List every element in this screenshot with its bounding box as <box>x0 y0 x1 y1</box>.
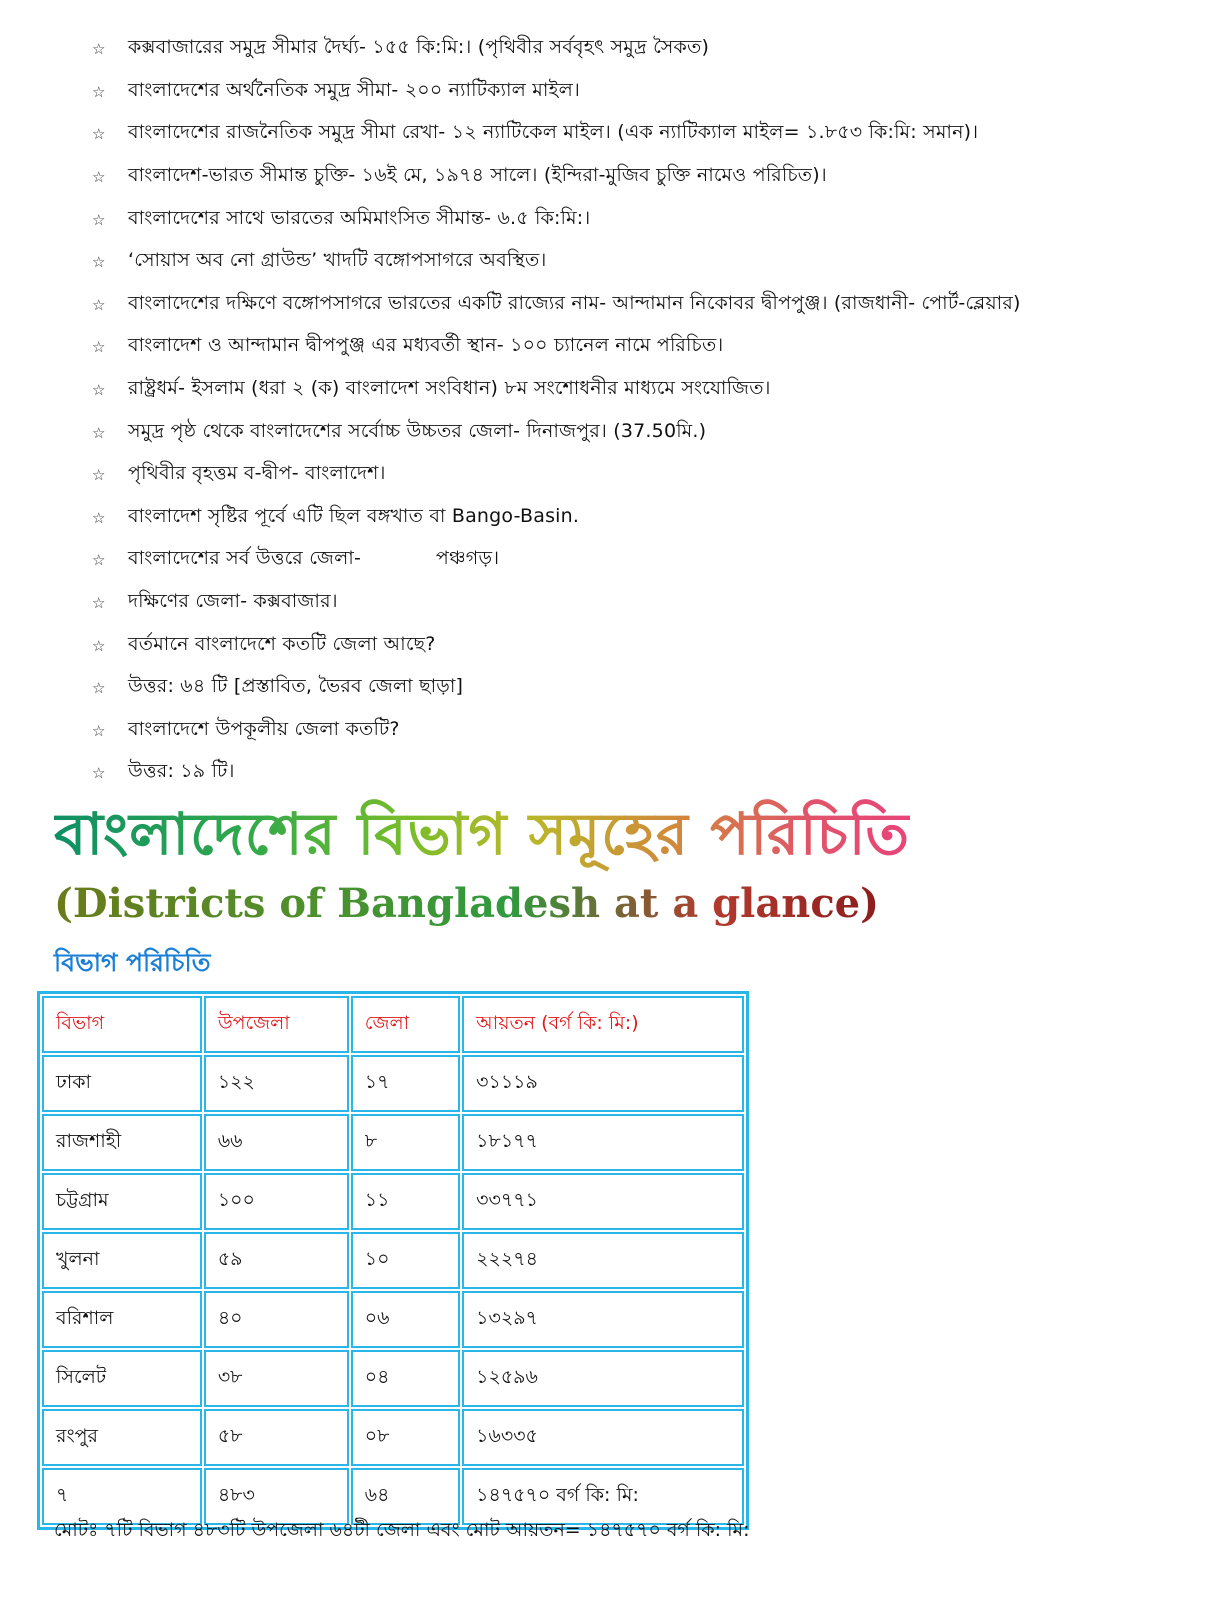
star-bullet-icon: ☆ <box>92 764 106 783</box>
table-cell: ১৩২৯৭ <box>462 1291 744 1348</box>
table-cell: ১২২ <box>204 1055 349 1112</box>
list-item: ☆ বাংলাদেশের সাথে ভারতের অমিমাংসিত সীমান্ত- ৬.৫ কি:মি:। <box>92 206 591 229</box>
fact-list <box>92 28 1192 795</box>
list-item: ☆ বাংলাদেশের রাজনৈতিক সমুদ্র সীমা রেখা- ১২ ন্যাটিকেল মাইল। (এক ন্যাটিক্যাল মাইল= ১.৮৫৩ কি:মি: সমান)। <box>92 121 979 144</box>
list-item: ☆ বাংলাদেশের অর্থনৈতিক সমুদ্র সীমা- ২০০ ন্যাটিক্যাল মাইল। <box>92 78 580 101</box>
star-bullet-icon: ☆ <box>92 508 106 527</box>
table-row <box>42 1409 744 1466</box>
list-item: ☆ উত্তর: ৬৪ টি [প্রস্তাবিত, ভৈরব জেলা ছাড়া] <box>92 675 464 698</box>
list-item: ☆ দক্ষিণের জেলা- কক্সবাজার। <box>92 590 338 613</box>
table-cell: ০৪ <box>351 1350 460 1407</box>
list-item: ☆ বাংলাদেশে উপকূলীয় জেলা কতটি? <box>92 717 400 740</box>
section-heading: বিভাগ পরিচিতি <box>54 948 211 977</box>
table-cell: ৫৮ <box>204 1409 349 1466</box>
list-item: ☆ সমুদ্র পৃষ্ঠ থেকে বাংলাদেশের সর্বোচ্চ উচ্চতর জেলা- দিনাজপুর। (37.50মি.) <box>92 419 707 442</box>
table-row <box>42 1232 744 1289</box>
table-cell: ৩৩৭৭১ <box>462 1173 744 1230</box>
division-table <box>37 991 749 1530</box>
table-row <box>42 1350 744 1407</box>
table-cell: ৪৮৩ <box>204 1468 349 1525</box>
table-cell: ৬৪ <box>351 1468 460 1525</box>
table-cell: ৫৯ <box>204 1232 349 1289</box>
list-item: ☆ বাংলাদেশের দক্ষিণে বঙ্গোপসাগরে ভারতের একটি রাজ্যের নাম- আন্দামান নিকোবর দ্বীপপুঞ্জ। (রাজধানী- পোর্ট-ব্লেয়ার) <box>92 291 1021 314</box>
list-item: ☆ বাংলাদেশের সর্ব উত্তরে জেলা- পঞ্চগড়। <box>92 547 500 570</box>
star-bullet-icon: ☆ <box>92 381 106 400</box>
table-row <box>42 1291 744 1348</box>
star-bullet-icon: ☆ <box>92 636 106 655</box>
list-item: ☆ বাংলাদেশ-ভারত সীমান্ত চুক্তি- ১৬ই মে, ১৯৭৪ সালে। (ইন্দিরা-মুজিব চুক্তি নামেও পরিচিত)। <box>92 164 827 187</box>
table-cell: ১২৫৯৬ <box>462 1350 744 1407</box>
star-bullet-icon: ☆ <box>92 551 106 570</box>
table-cell: ৩৮ <box>204 1350 349 1407</box>
table-cell: ১১ <box>351 1173 460 1230</box>
table-header-row <box>42 996 744 1053</box>
star-bullet-icon: ☆ <box>92 423 106 442</box>
table-cell: ৭ <box>42 1468 202 1525</box>
table-cell: খুলনা <box>42 1232 202 1289</box>
list-item: ☆ উত্তর: ১৯ টি। <box>92 760 235 783</box>
table-cell: ৮ <box>351 1114 460 1171</box>
table-cell: ১০ <box>351 1232 460 1289</box>
table-cell: বরিশাল <box>42 1291 202 1348</box>
table-cell: ১৭ <box>351 1055 460 1112</box>
table-cell: রংপুর <box>42 1409 202 1466</box>
table-cell: ৩১১১৯ <box>462 1055 744 1112</box>
list-item: ☆ কক্সবাজারের সমুদ্র সীমার দৈর্ঘ্য- ১৫৫ কি:মি:। (পৃথিবীর সর্ববৃহৎ সমুদ্র সৈকত) <box>92 36 710 59</box>
star-bullet-icon: ☆ <box>92 253 106 272</box>
table-cell: ১০০ <box>204 1173 349 1230</box>
table-cell: ২২২৭৪ <box>462 1232 744 1289</box>
table-cell: ০৬ <box>351 1291 460 1348</box>
summary-footer: মোটঃ ৭টি বিভাগ ৪৮৩টি উপজেলা ৬৪টী জেলা এবং মোট আয়তন= ১৪৭৫৭০ বর্গ কি: মি: <box>54 1519 750 1541</box>
page-subtitle: (Districts of Bangladesh at a glance) <box>54 880 880 927</box>
table-cell: ১৬৩৩৫ <box>462 1409 744 1466</box>
list-item: ☆ বাংলাদেশ সৃষ্টির পূর্বে এটি ছিল বঙ্গখাত বা Bango-Basin. <box>92 504 580 527</box>
star-bullet-icon: ☆ <box>92 338 106 357</box>
table-cell: রাজশাহী <box>42 1114 202 1171</box>
table-cell: ঢাকা <box>42 1055 202 1112</box>
star-bullet-icon: ☆ <box>92 295 106 314</box>
table-cell: চট্টগ্রাম <box>42 1173 202 1230</box>
table-row <box>42 1173 744 1230</box>
column-header: বিভাগ <box>42 996 202 1053</box>
star-bullet-icon: ☆ <box>92 679 106 698</box>
star-bullet-icon: ☆ <box>92 40 106 59</box>
table-cell: সিলেট <box>42 1350 202 1407</box>
star-bullet-icon: ☆ <box>92 125 106 144</box>
list-item: ☆ বর্তমানে বাংলাদেশে কতটি জেলা আছে? <box>92 632 436 655</box>
star-bullet-icon: ☆ <box>92 210 106 229</box>
page-title: বাংলাদেশের বিভাগ সমূহের পরিচিতি <box>54 790 910 887</box>
column-header: উপজেলা <box>204 996 349 1053</box>
table-row <box>42 1114 744 1171</box>
star-bullet-icon: ☆ <box>92 594 106 613</box>
table-cell: ০৮ <box>351 1409 460 1466</box>
star-bullet-icon: ☆ <box>92 82 106 101</box>
table-row <box>42 1055 744 1112</box>
list-item: ☆ বাংলাদেশ ও আন্দামান দ্বীপপুঞ্জ এর মধ্যবর্তী স্থান- ১০০ চ্যানেল নামে পরিচিত। <box>92 334 724 357</box>
table-cell: ১৪৭৫৭০ বর্গ কি: মি: <box>462 1468 744 1525</box>
table-cell: ১৮১৭৭ <box>462 1114 744 1171</box>
table-cell: ৬৬ <box>204 1114 349 1171</box>
table-cell: ৪০ <box>204 1291 349 1348</box>
star-bullet-icon: ☆ <box>92 466 106 485</box>
star-bullet-icon: ☆ <box>92 168 106 187</box>
star-bullet-icon: ☆ <box>92 721 106 740</box>
list-item: ☆ রাষ্ট্রধর্ম- ইসলাম (ধরা ২ (ক) বাংলাদেশ সংবিধান) ৮ম সংশোধনীর মাধ্যমে সংযোজিত। <box>92 377 771 400</box>
column-header: আয়তন (বর্গ কি: মি:) <box>462 996 744 1053</box>
column-header: জেলা <box>351 996 460 1053</box>
list-item: ☆ ‘সোয়াস অব নো গ্রাউন্ড’ খাদটি বঙ্গোপসাগরে অবস্থিত। <box>92 249 547 272</box>
list-item: ☆ পৃথিবীর বৃহত্তম ব-দ্বীপ- বাংলাদেশ। <box>92 462 386 485</box>
